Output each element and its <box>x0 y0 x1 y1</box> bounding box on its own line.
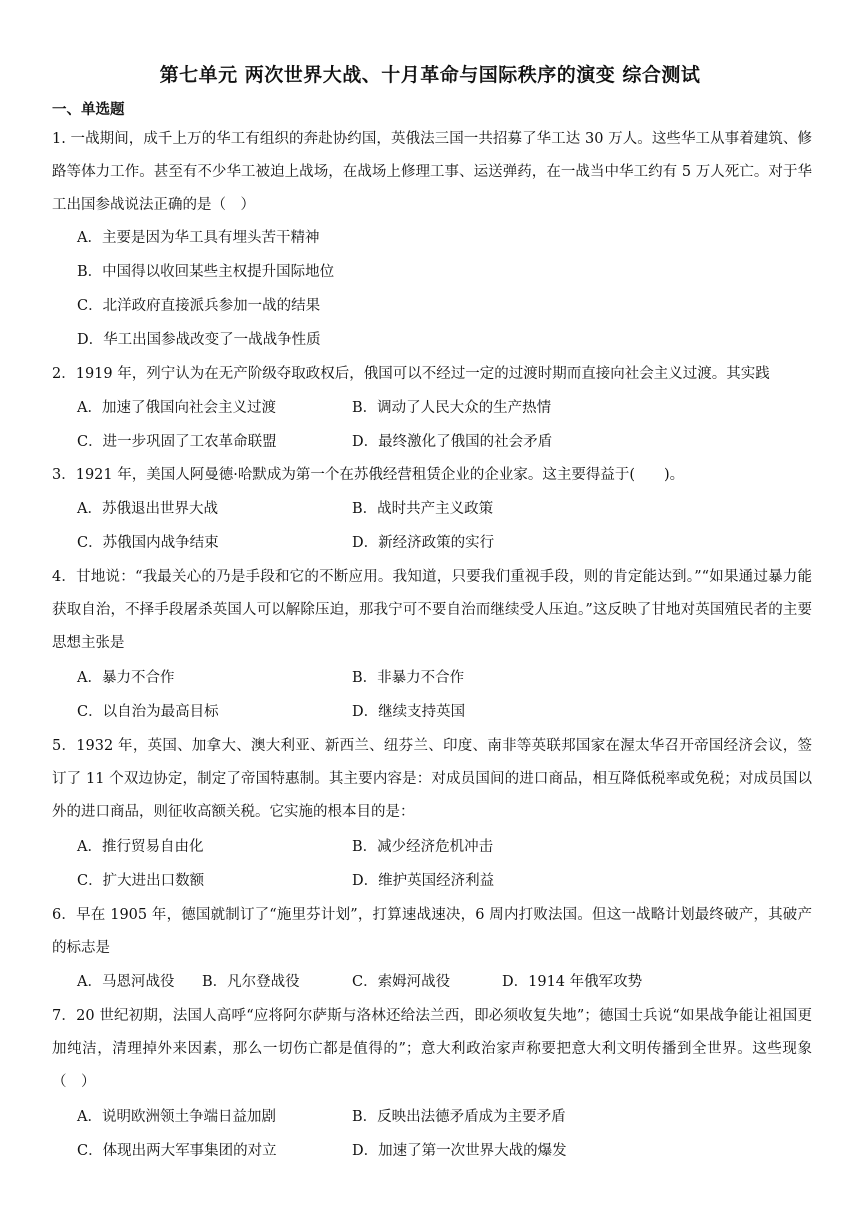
question-stem: 3．1921 年，美国人阿曼德·哈默成为第一个在苏俄经营租赁企业的企业家。这主要得益于( )。 <box>52 467 685 483</box>
question-stem: 4．甘地说：“我最关心的乃是手段和它的不断应用。我知道，只要我们重视手段，则的肯定能达到。”“如果通过暴力能获取自治，不择手段屠杀英国人可以解除压迫，那我宁可不要自治而继续受人压迫。”这反映了甘地对英国殖民者的主要思想主张是 <box>52 569 812 651</box>
option-a: A．推行贸易自由化 <box>77 839 204 855</box>
option-a: A．说明欧洲领土争端日益加剧 <box>77 1109 276 1125</box>
section-heading: 一、单选题 <box>52 102 125 118</box>
option-c: C．索姆河战役 <box>352 974 451 990</box>
option-c: C．北洋政府直接派兵参加一战的结果 <box>77 298 321 314</box>
option-c: C．以自治为最高目标 <box>77 704 219 720</box>
option-a: A．主要是因为华工具有埋头苦干精神 <box>77 230 320 246</box>
option-a: A．加速了俄国向社会主义过渡 <box>77 400 276 416</box>
option-d: D．加速了第一次世界大战的爆发 <box>352 1143 567 1159</box>
option-b: B．中国得以收回某些主权提升国际地位 <box>77 264 335 280</box>
option-d: D．最终激化了俄国的社会矛盾 <box>352 434 553 450</box>
option-c: C．体现出两大军事集团的对立 <box>77 1143 277 1159</box>
question-stem: 7．20 世纪初期，法国人高呼“应将阿尔萨斯与洛林还给法兰西，即必须收复失地”；德国士兵说“如果战争能让祖国更加纯洁，清理掉外来因素，那么一切伤亡都是值得的”；意大利政治家声称要把意大利文明传播到全世界。这些现象（ ） <box>52 1008 812 1090</box>
option-d: D．新经济政策的实行 <box>352 535 495 551</box>
option-c: C．苏俄国内战争结束 <box>77 535 219 551</box>
question-stem: 6．早在 1905 年，德国就制订了“施里芬计划”，打算速战速决，6 周内打败法国。但这一战略计划最终破产，其破产的标志是 <box>52 907 812 956</box>
option-b: B．战时共产主义政策 <box>352 501 494 517</box>
option-d: D．1914 年俄军攻势 <box>502 974 643 990</box>
question-stem: 1. 一战期间，成千上万的华工有组织的奔赴协约国，英俄法三国一共招募了华工达 30 万人。这些华工从事着建筑、修路等体力工作。甚至有不少华工被迫上战场，在战场上修理工事、运送弹药，在一战当中华工约有 5 万人死亡。对于华工出国参战说法正确的是（ ） <box>52 131 812 213</box>
option-a: A．马恩河战役 <box>77 974 175 990</box>
option-a: A．苏俄退出世界大战 <box>77 501 218 517</box>
page-title: 第七单元 两次世界大战、十月革命与国际秩序的演变 综合测试 <box>159 64 701 86</box>
option-b: B．凡尔登战役 <box>202 974 300 990</box>
option-d: D．继续支持英国 <box>352 704 466 720</box>
option-c: C．扩大进出口数额 <box>77 873 205 889</box>
option-b: B．调动了人民大众的生产热情 <box>352 400 552 416</box>
question-stem: 5．1932 年，英国、加拿大、澳大利亚、新西兰、纽芬兰、印度、南非等英联邦国家在渥太华召开帝国经济会议，签订了 11 个双边协定，制定了帝国特惠制。其主要内容是：对成员国间的进口商品，相互降低税率或免税；对成员国以外的进口商品，则征收高额关税。它实施的根本目的是： <box>52 738 812 820</box>
option-b: B．减少经济危机冲击 <box>352 839 494 855</box>
option-a: A．暴力不合作 <box>77 670 175 686</box>
question-stem: 2．1919 年，列宁认为在无产阶级夺取政权后，俄国可以不经过一定的过渡时期而直接向社会主义过渡。其实践 <box>52 366 770 382</box>
option-d: D．维护英国经济利益 <box>352 873 495 889</box>
option-d: D．华工出国参战改变了一战战争性质 <box>77 332 321 348</box>
option-b: B．反映出法德矛盾成为主要矛盾 <box>352 1109 566 1125</box>
option-b: B．非暴力不合作 <box>352 670 465 686</box>
option-c: C．进一步巩固了工农革命联盟 <box>77 434 277 450</box>
